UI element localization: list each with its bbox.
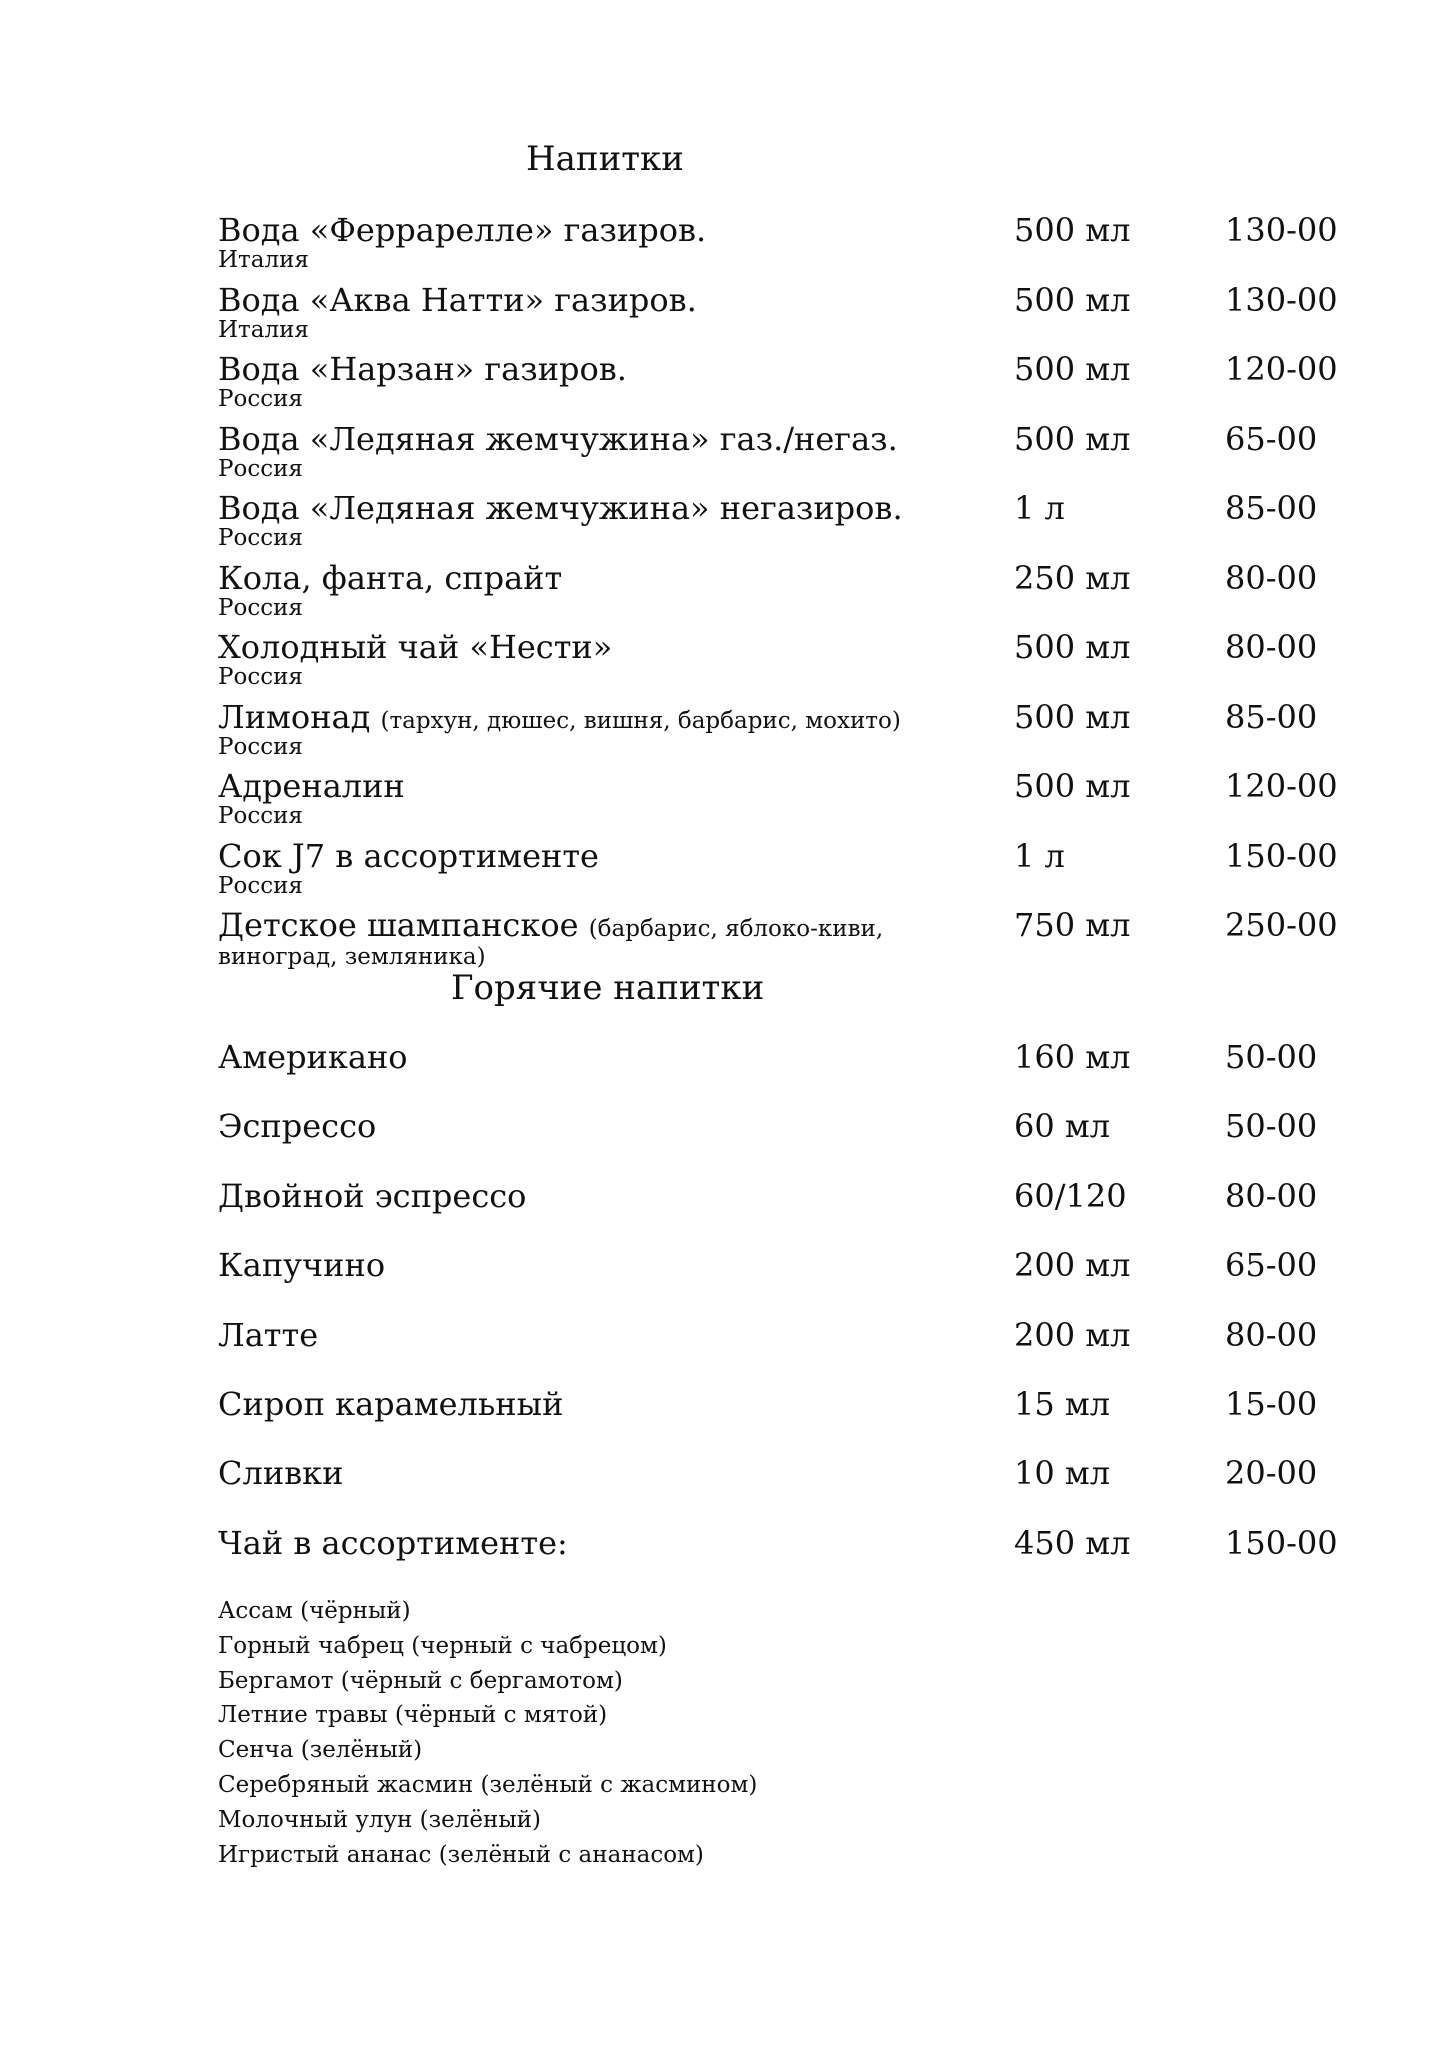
item-name [218,489,903,531]
item-note-continuation: виноград, земляника) [218,944,486,970]
item-volume: 750 мл [1014,906,1131,944]
item-volume: 160 мл [1014,1038,1131,1076]
item-price: 85-00 [1225,489,1318,527]
menu-item [0,211,1448,281]
item-price: 80-00 [1225,1315,1318,1354]
menu-item [0,628,1448,698]
item-name: Чай в ассортименте: [218,1523,568,1562]
item-origin: Италия [218,247,309,273]
menu-item [0,767,1448,837]
item-volume: 500 мл [1014,628,1131,666]
item-volume: 200 мл [1014,1315,1131,1354]
tea-item: Ассам (чёрный) [218,1598,411,1624]
item-note: (тархун, дюшес, вишня, барбарис, мохито) [380,707,901,734]
item-name-text: Лимонад [218,697,371,736]
item-name: Американо [218,1038,408,1076]
item-volume: 450 мл [1014,1523,1131,1562]
item-origin: Италия [218,316,309,343]
tea-item: Горный чабрец (черный с чабрецом) [218,1632,667,1659]
item-volume: 200 мл [1014,1246,1131,1285]
item-name: Двойной эспрессо [218,1176,527,1215]
item-volume: 15 мл [1014,1384,1111,1423]
menu-item [0,1177,1448,1246]
item-price: 85-00 [1225,697,1318,736]
item-name: Сливки [218,1454,344,1493]
tea-item: Сенча (зелёный) [218,1737,423,1764]
menu-item [0,698,1448,768]
menu-item [0,559,1448,629]
tea-item: Бергамот (чёрный с бергамотом) [218,1667,623,1694]
item-volume: 500 мл [1014,419,1131,458]
item-origin: Россия [218,733,303,760]
item-price: 130-00 [1225,211,1338,249]
item-note: (барбарис, яблоко-киви, [588,916,884,942]
item-name-text: Вода «Ледяная жемчужина» газ./негаз. [218,419,898,458]
item-volume: 500 мл [1014,211,1131,249]
item-name-text: Вода «Аква Натти» газиров. [218,280,697,319]
item-volume: 1 л [1014,836,1065,875]
item-price: 150-00 [1225,1523,1338,1562]
item-origin: Россия [218,664,303,690]
item-origin: Россия [218,872,303,899]
menu-item [0,1038,1448,1107]
item-name: Эспрессо [218,1107,377,1146]
tea-item: Серебряный жасмин (зелёный с жасмином) [218,1771,758,1798]
item-origin: Россия [218,455,303,482]
item-name-text: Кола, фанта, спрайт [218,558,563,597]
item-volume: 500 мл [1014,767,1131,805]
item-price: 15-00 [1225,1384,1318,1423]
item-price: 80-00 [1225,1176,1318,1215]
item-name-text: Вода «Ледяная жемчужина» негазиров. [218,489,903,527]
cold-drinks-list [0,211,1448,976]
item-price: 65-00 [1225,1246,1318,1285]
item-name [218,906,883,948]
menu-item [0,1524,1448,1593]
item-volume: 500 мл [1014,697,1131,736]
item-name-text: Сок J7 в ассортименте [218,836,599,875]
item-name-text: Вода «Нарзан» газиров. [218,350,627,388]
item-price: 80-00 [1225,628,1318,666]
item-volume: 10 мл [1014,1454,1111,1493]
item-volume: 500 мл [1014,350,1131,388]
menu-item [0,1385,1448,1454]
item-volume: 250 мл [1014,558,1131,597]
item-origin: Россия [218,386,303,412]
item-volume: 60 мл [1014,1107,1111,1146]
item-name: Капучино [218,1246,386,1285]
item-name-text: Адреналин [218,767,405,805]
section-title-hot-drinks: Горячие напитки [451,968,765,1008]
menu-item [0,489,1448,559]
item-price: 80-00 [1225,558,1318,597]
hot-drinks-list [0,1038,1448,1593]
item-origin: Россия [218,594,303,621]
tea-varieties-list [218,1594,757,1872]
tea-item: Игристый ананас (зелёный с ананасом) [218,1841,704,1868]
item-name: Латте [218,1315,319,1354]
menu-item [0,1454,1448,1523]
menu-item [0,350,1448,420]
menu-item [0,1316,1448,1385]
item-price: 250-00 [1225,906,1338,944]
menu-item [0,906,1448,976]
item-name: Сироп карамельный [218,1384,564,1423]
menu-item [0,281,1448,351]
item-price: 120-00 [1225,350,1338,388]
item-name [218,420,898,462]
item-price: 150-00 [1225,836,1338,875]
item-price: 120-00 [1225,767,1338,805]
item-origin: Россия [218,525,303,551]
item-price: 65-00 [1225,419,1318,458]
menu-item [0,1107,1448,1176]
item-volume: 60/120 [1014,1176,1127,1215]
menu-item [0,1246,1448,1315]
item-name-text: Холодный чай «Нести» [218,628,613,666]
item-price: 50-00 [1225,1038,1318,1076]
item-volume: 500 мл [1014,280,1131,319]
item-name-text: Вода «Феррарелле» газиров. [218,211,707,249]
item-origin: Россия [218,803,303,829]
item-price: 20-00 [1225,1454,1318,1493]
item-name-text: Детское шампанское [218,906,579,944]
tea-item: Летние травы (чёрный с мятой) [218,1702,608,1729]
item-volume: 1 л [1014,489,1065,527]
item-price: 50-00 [1225,1107,1318,1146]
section-title-drinks: Напитки [526,139,684,179]
tea-item: Молочный улун (зелёный) [218,1806,541,1833]
menu-item [0,420,1448,490]
item-name [218,698,901,740]
menu-item [0,837,1448,907]
item-price: 130-00 [1225,280,1338,319]
